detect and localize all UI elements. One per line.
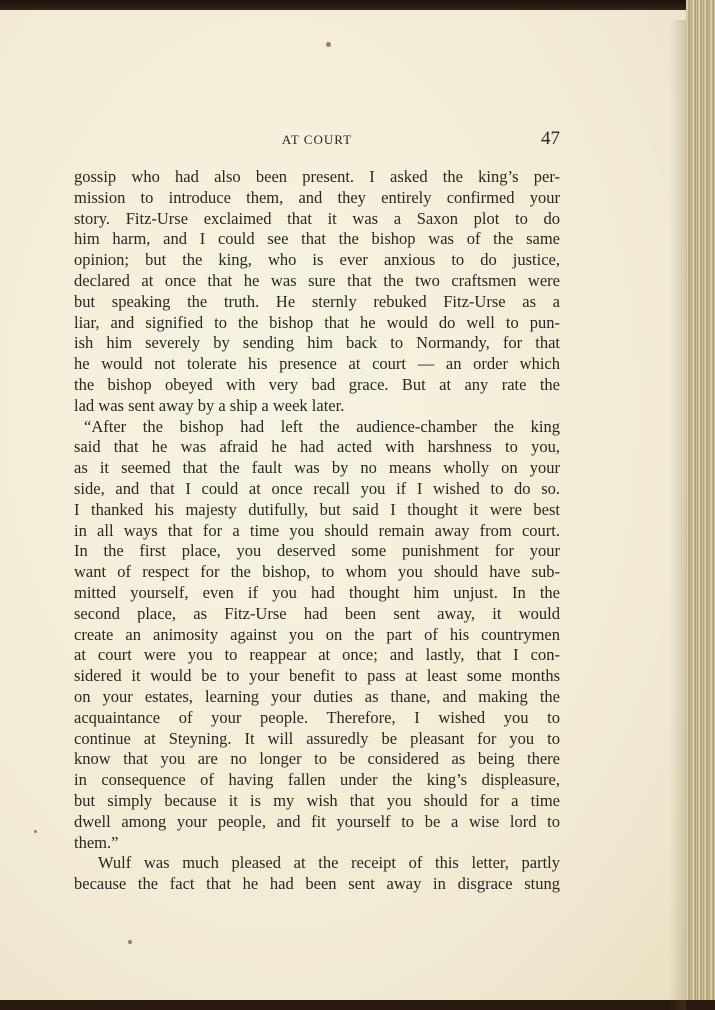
text-line: know that you are no longer to be considered as being there: [74, 749, 560, 769]
text-line: at court were you to reappear at once; and lastly, that I con-: [74, 645, 560, 665]
text-line: as it seemed that the fault was by no means wholly on your: [74, 458, 560, 478]
text-line: mission to introduce them, and they entirely confirmed your: [74, 187, 560, 207]
text-line: Wulf was much pleased at the receipt of this letter, partly: [98, 853, 560, 873]
text-line: opinion; but the king, who is ever anxious to do justice,: [74, 250, 560, 270]
text-line: dwell among your people, and fit yourself to be a wise lord to: [74, 811, 560, 831]
text-line: “After the bishop had left the audience-chamber the king: [84, 416, 560, 436]
text-line: In the first place, you deserved some punishment for your: [74, 541, 560, 561]
text-line: ish him severely by sending him back to Normandy, for that: [74, 333, 560, 353]
running-head-title: AT COURT: [281, 132, 353, 147]
ink-speck: [326, 42, 331, 47]
text-line: liar, and signified to the bishop that he would do well to pun-: [74, 312, 560, 332]
text-line: he would not tolerate his presence at court — an order which: [74, 354, 560, 374]
text-line: lad was sent away by a ship a week later.: [74, 395, 345, 415]
text-line: him harm, and I could see that the bishop was of the same: [74, 229, 560, 249]
text-line: in all ways that for a time you should remain away from court.: [74, 520, 560, 540]
text-line: story. Fitz-Urse exclaimed that it was a Saxon plot to do: [74, 208, 560, 228]
text-line: because the fact that he had been sent away in disgrace stung: [74, 874, 560, 894]
text-line: declared at once that he was sure that the two craftsmen were: [74, 270, 560, 290]
text-line: second place, as Fitz-Urse had been sent away, it would: [74, 603, 560, 623]
text-line: on your estates, learning your duties as thane, and making the: [74, 686, 560, 706]
book-page-edges: [686, 0, 715, 1000]
book-page: [0, 10, 686, 1000]
gutter-shadow: [670, 20, 686, 1010]
text-line: I thanked his majesty dutifully, but said I thought it were best: [74, 499, 560, 519]
text-line: continue at Steyning. It will assuredly be pleasant for you to: [74, 728, 560, 748]
text-line: acquaintance of your people. Therefore, I wished you to: [74, 707, 560, 727]
running-head: [74, 128, 560, 152]
text-line: side, and that I could at once recall you if I wished to do so.: [74, 478, 560, 498]
text-line: them.”: [74, 832, 119, 852]
ink-speck: [34, 830, 37, 833]
text-line: want of respect for the bishop, to whom you should have sub-: [74, 562, 560, 582]
ink-speck: [128, 940, 132, 944]
text-line: create an animosity against you on the part of his countrymen: [74, 624, 560, 644]
text-line: sidered it would be to your benefit to pass at least some months: [74, 666, 560, 686]
body-text: [74, 167, 560, 895]
text-line: mitted yourself, even if you had thought him unjust. In the: [74, 582, 560, 602]
page-number: 47: [541, 128, 560, 149]
text-line: gossip who had also been present. I asked the king’s per-: [74, 167, 560, 186]
text-line: said that he was afraid he had acted with harshness to you,: [74, 437, 560, 457]
text-line: in consequence of having fallen under the king’s displeasure,: [74, 770, 560, 790]
text-line: but speaking the truth. He sternly rebuked Fitz-Urse as a: [74, 291, 560, 311]
text-line: the bishop obeyed with very bad grace. But at any rate the: [74, 374, 560, 394]
text-line: but simply because it is my wish that you should for a time: [74, 790, 560, 810]
